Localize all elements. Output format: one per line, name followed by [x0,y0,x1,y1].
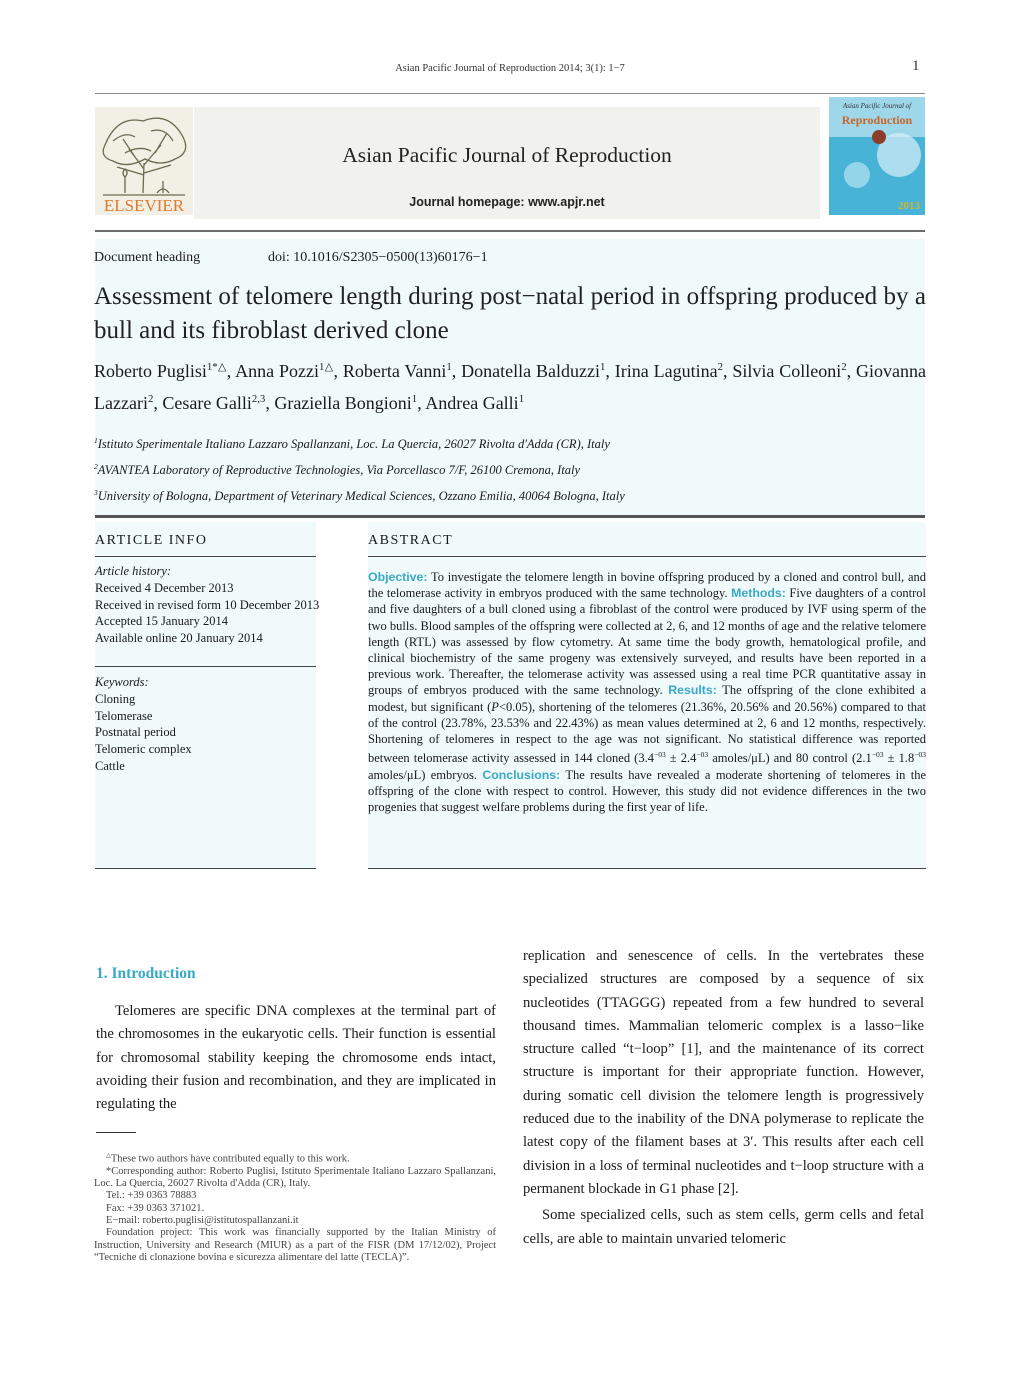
cover-title-line1: Asian Pacific Journal of [842,102,912,110]
author-affiliation-mark: 2,3 [251,393,266,405]
author-name: Irina Lagutina [614,361,718,381]
footnote-rule [96,1132,136,1133]
journal-title: Asian Pacific Journal of Reproduction [342,143,672,167]
article-title: Assessment of telomere length during post−natal period in offspring produced by a bull and its fibroblast derived clone [94,283,926,344]
author-name: Donatella Balduzzi [461,361,600,381]
author-list: Roberto Puglisi$^{1*\triangle}$, Anna Pozzi$^{1\triangle}$, Roberta Vanni$^1$, Donatella Balduzzi$^1$, Irina Lagutina$^2$, Silvia Colleoni$^2$, Giovanna Lazzari$^2$, Cesare Galli$^{2,3}$, Graziella Bongioni$^1$, Andrea Galli$^1$ [94,361,926,413]
article-history [95,563,319,647]
affiliation-1: $^1$Istituto Sperimentale Italiano Lazzaro Spallanzani, Loc. La Quercia, 26027 Rivolta d'Adda (CR), Italy [94,436,610,452]
author-name: Roberto Puglisi [94,361,207,381]
cover-year: 2013 [898,200,920,212]
objective-label: Objective: [368,570,428,584]
citation-link[interactable]: [1] [681,1041,699,1058]
body-column-right [523,945,924,1251]
author-affiliation-mark: 2 [147,393,154,405]
divider [368,868,926,869]
author-name: Anna Pozzi [235,361,319,381]
keywords-label: Keywords: [95,675,149,689]
author-affiliation-mark: 1 [518,393,525,405]
author-affiliation-mark: 1△ [319,361,334,373]
footnote-email[interactable]: E−mail: roberto.puglisi@istitutospallanzani.it [106,1214,299,1226]
citation-link[interactable]: [2] [717,1180,735,1197]
cover-title-line2: Reproduction [841,113,913,127]
author-affiliation-mark: 1*△ [206,361,227,373]
footnotes [94,1150,496,1264]
author-name: Andrea Galli [425,393,519,413]
footnote-equal-contribution: △These two authors have contributed equally to this work. [106,1152,350,1165]
author-affiliation-mark: 1 [599,361,606,373]
author-affiliation-mark: 1 [411,393,418,405]
history-item: Accepted 15 January 2014 [95,614,228,629]
divider [95,868,316,869]
paragraph: Telomeres are specific DNA complexes at the terminal part of the chromosomes in the eukaryotic cells. Their function is essential for chromosomal stability keeping the chromosome ends intact, avoiding their fusion and recombination, and they are implicated in regulating the [96,1003,496,1113]
journal-cover-image [829,97,925,215]
divider [95,556,316,557]
divider [368,556,926,557]
keyword: Postnatal period [95,725,176,740]
footnote-corresponding: *Corresponding author: Roberto Puglisi, Istituto Sperimentale Italiano Lazzaro Spallanzani, Loc. La Quercia, 26027 Rivolta d'Adda (CR), Italy. [94,1165,496,1190]
author-affiliation-mark: 2 [717,361,723,373]
affiliation-rule [95,515,925,518]
paragraph: replication and senescence of cells. In the vertebrates these specialized structures are composed by a sequence of six nucleotides (TTAGGG) repeated from a few hundred to several thousand times. Mammalian telomeric complex is a lasso−like structure called “t−loop” [1], and the maintenance of its correct structure is important for their appropriate function. However, during somatic cell division the telomere length is progressively reduced due to the inability of the DNA polymerase to replicate the latest copy of the filament bases at 3′. This results after each cell division in a loss of terminal nucleotides and t−loop structure with a permanent blockade in G1 phase [2]. [523,948,924,1197]
top-rule [95,93,925,94]
keywords [95,674,192,775]
abstract-heading: ABSTRACT [368,533,454,548]
article-info-heading: ARTICLE INFO [95,533,208,548]
author-name: Giovanna Lazzari [94,361,926,413]
author-affiliation-mark: 1 [446,361,452,373]
divider [95,666,316,667]
body-column-left [96,1000,496,1116]
author-name: Graziella Bongioni [274,393,412,413]
keyword: Telomerase [95,708,153,723]
footnote-tel: Tel.: +39 0363 78883 [106,1190,197,1202]
page-number: 1 [912,58,920,74]
history-item: Available online 20 January 2014 [95,631,263,646]
history-item: Received 4 December 2013 [95,580,234,595]
footnote-fax: Fax: +39 0363 371021. [106,1202,205,1214]
abstract-body: Objective: To investigate the telomere length in bovine offspring produced by a cloned and control bull, and the telomerase activity in embryos produced with the same technology. Methods: Five daughters of a control and five daughters of a bull cloned using a fibroblast of the control were produced by IVF using sperm of the two bulls. Blood samples of the offspring were collected at 2, 6, and 12 months of age and the relative telomere length (RTL) was assessed by flow cytometry. At same time the body growth, hematological profile, and clinical biochemistry of the same progeny was extensively surveyed, and results have been reported in a previous work. Thereafter, the telomerase activity was assessed using a real time PCR quantitative assay in groups of embryos produced with the same technology. Results: The offspring of the clone exhibited a modest, but significant (P<0.05), shortening of the telomeres (21.36%, 20.56% and 20.56%) compared to that of the control (23.78%, 23.53% and 22.43%) as mean values determined at 2, 6 and 12 months, respectively. Shortening of telomeres in respect to the age was not significant. No statistical difference was reported between telomerase activity assessed in 144 cloned ($3.4^{-03} \pm 2.4^{-03}$ amoles/μL) and 80 control ($2.1^{-03} \pm 1.8^{-03}$ amoles/μL) embryos. Conclusions: The results have revealed a moderate shortening of telomeres in the offspring of the clone with respect to control. However, this study did not evidence differences in the two progenies that suggest welfare problems during the first year of life. [368,570,927,814]
author-name: Cesare Galli [162,393,252,413]
journal-title-box [194,107,820,219]
journal-homepage-link[interactable]: Journal homepage: www.apjr.net [409,195,605,209]
affiliation-3: $^3$University of Bologna, Department of Veterinary Medical Sciences, Ozzano Emilia, 40064 Bologna, Italy [94,488,625,504]
results-label: Results: [668,683,717,698]
footnote-foundation: Foundation project: This work was financially supported by the Italian Ministry of Instruction, University and Research (MIUR) as a part of the FISR (DM 17/12/02), Project “Tecniche di clonazione bovina e sicurezza alimentare del latte (TECLA)”. [94,1227,496,1263]
author-name: Silvia Colleoni [732,361,842,381]
keyword: Telomeric complex [95,742,192,757]
introduction-heading: 1. Introduction [96,965,196,982]
banner-rule [95,230,925,232]
conclusions-label: Conclusions: [482,767,561,782]
document-heading: Document heading [94,250,201,265]
keyword: Cloning [95,691,136,706]
doi[interactable]: doi: 10.1016/S2305−0500(13)60176−1 [268,250,488,265]
journal-banner [95,97,925,227]
author-affiliation-mark: 2 [841,361,847,373]
history-label: Article history: [95,564,172,578]
author-name: Roberta Vanni [342,361,447,381]
elsevier-logo [95,107,193,215]
elsevier-wordmark: ELSEVIER [103,196,185,215]
affiliation-2: $^2$AVANTEA Laboratory of Reproductive Technologies, Via Porcellasco 7/F, 26100 Cremona, Italy [94,462,581,478]
paragraph: Some specialized cells, such as stem cells, germ cells and fetal cells, are able to maintain unvaried telomeric [523,1207,924,1247]
methods-label: Methods: [731,586,786,601]
history-item: Received in revised form 10 December 2013 [95,597,320,612]
running-head: Asian Pacific Journal of Reproduction 2014; 3(1): 1−7 [395,63,625,74]
keyword: Cattle [95,758,125,773]
